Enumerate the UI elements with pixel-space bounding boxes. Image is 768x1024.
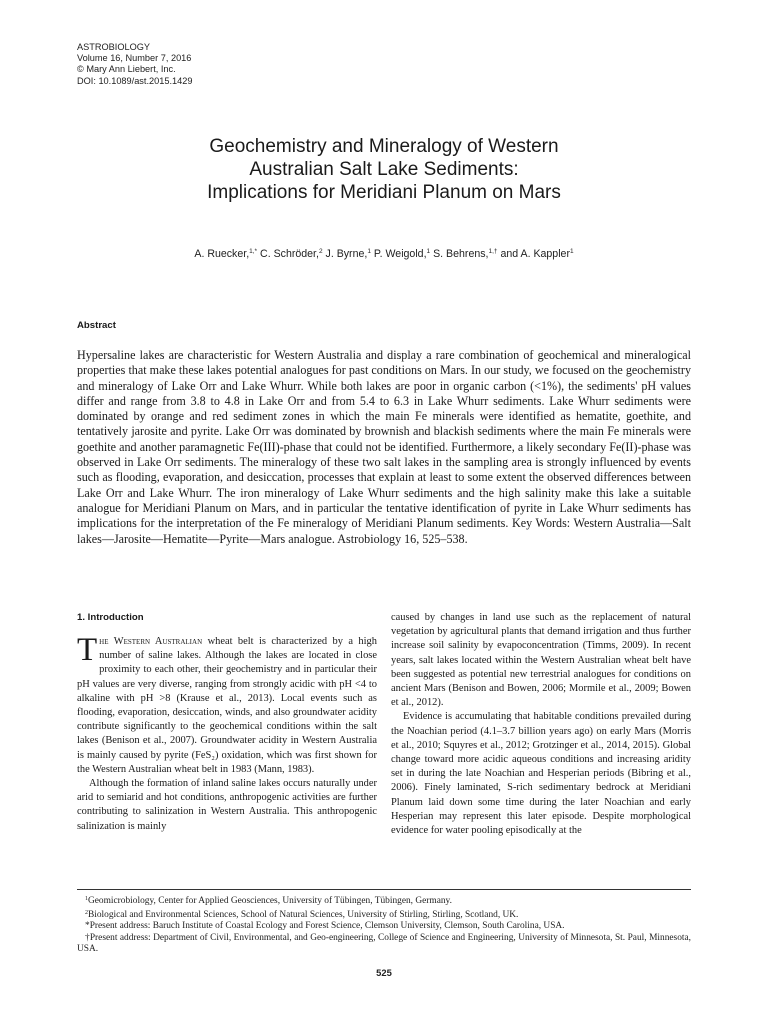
- page-number: 525: [376, 967, 392, 978]
- author-affiliation-mark: 1: [569, 248, 574, 255]
- author: and A. Kappler$^1$: [500, 248, 574, 260]
- body-paragraph: Evidence is accumulating that habitable conditions prevailed during the Noachian period (4.1–3.7 billion years ago) on early Mars (Morris et al., 2010; Squyres et al., 2012; Grotzinger et al., 2014, 2015). Global change toward more acidic aqueous conditions and increasing aridity set in during the late Noachian and Hesperian periods (Bibring et al., 2006). Finely laminated, S-rich sedimentary bedrock at Meridiani Planum laid down some time during the later Noachian and early Hesperian may represent this later episode. Despite morphological evidence for water pooling episodically at the: [391, 711, 691, 837]
- journal-volume: Volume 16, Number 7, 2016: [77, 53, 192, 64]
- author-affiliation-mark: 1: [367, 248, 371, 255]
- footnote: $^2$Biological and Environmental Sciences, School of Natural Sciences, University of Stirling, Stirling, Scotland, UK.: [85, 909, 519, 920]
- body-paragraph: Although the formation of inland saline lakes occurs naturally under arid to semiarid and hot conditions, anthropogenic activities are further contributing to salinization in Western Australia. This anthropogenic salinization is mainly: [77, 778, 377, 832]
- author-affiliation-mark: 1,*: [249, 248, 258, 255]
- footnote-divider: [77, 889, 691, 890]
- footnote: $^1$Geomicrobiology, Center for Applied Geosciences, University of Tübingen, Tübingen, Germany.: [85, 896, 452, 906]
- author: J. Byrne,$^1$: [325, 248, 371, 260]
- intro-lead-smallcaps: he Western Australian: [99, 636, 203, 647]
- footnote: *Present address: Baruch Institute of Coastal Ecology and Forest Science, Clemson University, Clemson, South Carolina, USA.: [85, 921, 565, 932]
- abstract-heading: Abstract: [77, 320, 116, 331]
- author: A. Ruecker,$^{1,*}$: [194, 248, 258, 260]
- journal-copyright: © Mary Ann Liebert, Inc.: [77, 64, 176, 75]
- title-line: Australian Salt Lake Sediments:: [249, 159, 519, 180]
- intro-paragraph: [77, 632, 377, 777]
- section-heading-introduction: 1. Introduction: [77, 612, 144, 623]
- abstract-body: Hypersaline lakes are characteristic for Western Australia and display a rare combination of geochemical and mineralogical properties that make these lakes potential analogues for past conditions on Mars. In our study, we focused on the geochemistry and mineralogy of Lake Orr and Lake Whurr. While both lakes are poor in organic carbon (<1%), the sediments' pH values differ and range from 3.8 to 4.8 in Lake Orr and from 5.4 to 6.3 in Lake Whurr sediments. Lake Whurr sediments were dominated by orange and red sediment zones in which the main Fe minerals were identified as hematite, goethite, and tentatively jarosite and pyrite. Lake Orr was dominated by brownish and blackish sediments where the main Fe minerals were goethite and another paramagnetic Fe(III)-phase that could not be identified. Furthermore, a likely secondary Fe(II)-phase was observed in Lake Orr sediments. The mineralogy of these two salt lakes in the sampling area is strongly influenced by events such as flooding, evaporation, and desiccation, processes that explain at least to some extent the observed differences between Lake Orr and Lake Whurr. The iron mineralogy of Lake Whurr sediments and the high salinity make this lake a suitable analogue for Meridiani Planum on Mars, and in particular the tentative identification of pyrite in Lake Whurr sediments has implications for the interpretation of the Fe mineralogy of Meridiani Planum sediments. Key Words: Western Australia—Salt lakes—Jarosite—Hematite—Pyrite—Mars analogue. Astrobiology 16, 525–538.: [77, 348, 691, 546]
- right-column: [391, 611, 691, 838]
- author-list: [0, 248, 768, 260]
- drop-cap: T: [77, 632, 98, 668]
- journal-header: [77, 42, 192, 87]
- title-line: Geochemistry and Mineralogy of Western: [209, 136, 559, 157]
- author-affiliation-mark: 1,†: [488, 248, 498, 255]
- footnote: †Present address: Department of Civil, Environmental, and Geo-engineering, College of Science and Engineering, University of Minnesota, St. Paul, Minnesota, USA.: [77, 932, 692, 955]
- left-column: [77, 611, 377, 834]
- intro-paragraph-text: wheat belt is characterized by a high number of saline lakes. Although the lakes are located in close proximity to each other, their geochemistry and in particular their pH values are very diverse, ranging from strongly acidic with pH <4 to alkaline with pH >8 (Krause et al., 2013). Local events such as flooding, evaporation, desiccation, winds, and also groundwater acidity contribute significantly to the geochemical conditions within the salt lakes (Benison et al., 2007). Groundwater acidity in Western Australia is mainly caused by pyrite (FeS₂) oxidation, which was first shown for the Western Australian wheat belt in 1983 (Mann, 1983).: [77, 636, 377, 775]
- author-affiliation-mark: 1: [426, 248, 431, 255]
- author-affiliation-mark: 2: [318, 248, 323, 255]
- body-paragraph: caused by changes in land use such as the replacement of natural vegetation by agricultural plants that demand irrigation and thus further increase soil salinity by evapoconcentration (Timms, 2009). In recent years, salt lakes located within the Western Australian wheat belt have been suggested as potential new terrestrial analogues for conditions on ancient Mars (Benison and Bowen, 2006; Mormile et al., 2009; Bowen et al., 2012).: [391, 612, 691, 709]
- article-title: [0, 135, 768, 204]
- author: P. Weigold,$^1$: [373, 248, 431, 260]
- footnotes: [77, 894, 691, 956]
- author: C. Schröder,$^2$: [260, 248, 323, 260]
- journal-name: ASTROBIOLOGY: [77, 42, 151, 52]
- title-line: Implications for Meridiani Planum on Mars: [207, 182, 561, 203]
- author: S. Behrens,$^{1,\dagger}$: [433, 248, 498, 260]
- journal-doi[interactable]: DOI: 10.1089/ast.2015.1429: [77, 75, 193, 86]
